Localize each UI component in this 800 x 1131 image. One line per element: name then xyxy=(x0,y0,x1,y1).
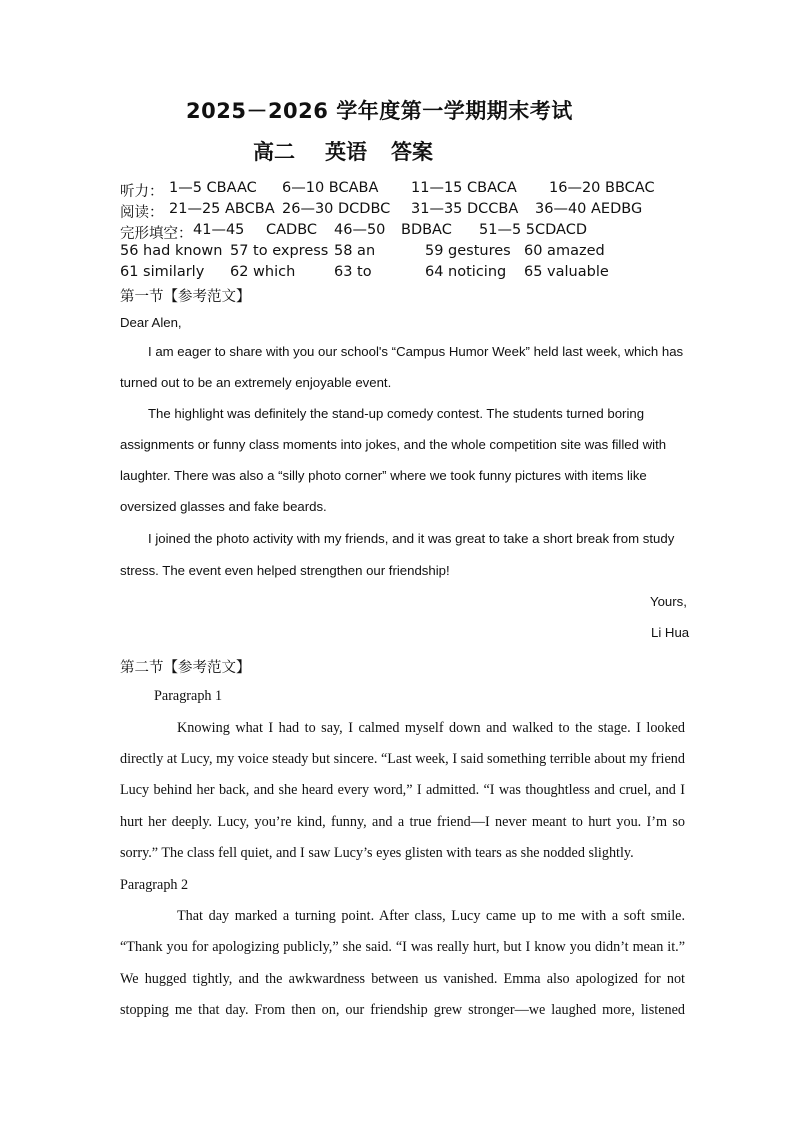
letter-line: I joined the photo activity with my friends, and it was great to take a short break from study xyxy=(148,531,675,546)
page-title: 2025－2026 学年度第一学期期末考试 xyxy=(186,99,573,123)
answer-cell: 6—10 BCABA xyxy=(282,180,379,196)
reading-label: 阅读： xyxy=(120,205,164,221)
letter-line: turned out to be an extremely enjoyable event. xyxy=(120,375,392,390)
letter-line: The highlight was definitely the stand-up comedy contest. The students turned boring xyxy=(148,406,645,421)
essay-line: stopping me that day. From then on, our friendship grew stronger—we laughed more, listened xyxy=(120,1002,685,1018)
essay-line: We hugged tightly, and the awkwardness between us vanished. Emma also apologized for not xyxy=(120,971,685,987)
essay-line: That day marked a turning point. After class, Lucy came up to me with a soft smile. xyxy=(177,908,685,924)
answer-cell: BDBAC xyxy=(401,222,452,238)
answer-cell: 56 had known xyxy=(120,243,223,259)
answer-cell: 60 amazed xyxy=(524,243,605,259)
letter-greeting: Dear Alen, xyxy=(120,315,182,330)
essay-line: Lucy behind her back, and she heard every word,” I admitted. “I was thoughtless and cruel, and I xyxy=(120,782,685,798)
letter-line: stress. The event even helped strengthen our friendship! xyxy=(120,563,450,578)
paragraph2-label: Paragraph 2 xyxy=(120,877,189,893)
answer-cell: 36—40 AEDBG xyxy=(535,201,643,217)
listening-label: 听力： xyxy=(120,184,164,200)
letter-line: laughter. There was also a “silly photo corner” where we took funny pictures with items like xyxy=(120,468,647,483)
letter-signature: Li Hua xyxy=(651,625,690,640)
subtitle-grade: 高二 xyxy=(253,140,295,164)
answer-cell: 63 to xyxy=(334,264,372,280)
answer-cell: 65 valuable xyxy=(524,264,609,280)
essay-line: directly at Lucy, my voice steady but sincere. “Last week, I said something terrible about my friend xyxy=(120,751,685,767)
answer-cell: 61 similarly xyxy=(120,264,205,280)
answer-cell: 11—15 CBACA xyxy=(411,180,517,196)
answer-cell: 51—5 5CDACD xyxy=(479,222,587,238)
answer-cell: 58 an xyxy=(334,243,376,259)
essay-line: hurt her deeply. Lucy, you’re kind, funny, and a true friend—I never meant to hurt you. I’m so xyxy=(120,814,685,830)
answer-cell: 62 which xyxy=(230,264,296,280)
subtitle-answers: 答案 xyxy=(391,140,433,164)
answer-cell: 46—50 xyxy=(334,222,386,238)
essay-line: sorry.” The class fell quiet, and I saw Lucy’s eyes glisten with tears as she nodded slightly. xyxy=(120,845,634,861)
answer-cell: 64 noticing xyxy=(425,264,507,280)
section2-heading: 第二节【参考范文】 xyxy=(120,660,251,676)
answer-cell: 31—35 DCCBA xyxy=(411,201,519,217)
answer-cell: 59 gestures xyxy=(425,243,511,259)
answer-cell: 57 to express xyxy=(230,243,329,259)
letter-closing: Yours, xyxy=(650,594,687,609)
answer-cell: 26—30 DCDBC xyxy=(282,201,391,217)
answer-cell: CADBC xyxy=(266,222,318,238)
letter-line: I am eager to share with you our school's “Campus Humor Week” held last week, which has xyxy=(148,344,684,359)
answer-cell: 41—45 xyxy=(193,222,245,238)
paragraph1-label: Paragraph 1 xyxy=(154,688,223,704)
subtitle-subject: 英语 xyxy=(325,140,367,164)
section1-heading: 第一节【参考范文】 xyxy=(120,289,251,305)
answer-cell: 21—25 ABCBA xyxy=(169,201,275,217)
essay-line: Knowing what I had to say, I calmed myself down and walked to the stage. I looked xyxy=(177,720,685,736)
letter-line: assignments or funny class moments into jokes, and the whole competition site was filled with xyxy=(120,437,667,452)
answer-cell: 16—20 BBCAC xyxy=(549,180,655,196)
essay-line: “Thank you for apologizing publicly,” she said. “I was really hurt, but I know you didn’t mean it.” xyxy=(120,939,685,955)
letter-line: oversized glasses and fake beards. xyxy=(120,499,327,514)
answer-cell: 1—5 CBAAC xyxy=(169,180,257,196)
cloze-label: 完形填空： xyxy=(120,226,193,242)
